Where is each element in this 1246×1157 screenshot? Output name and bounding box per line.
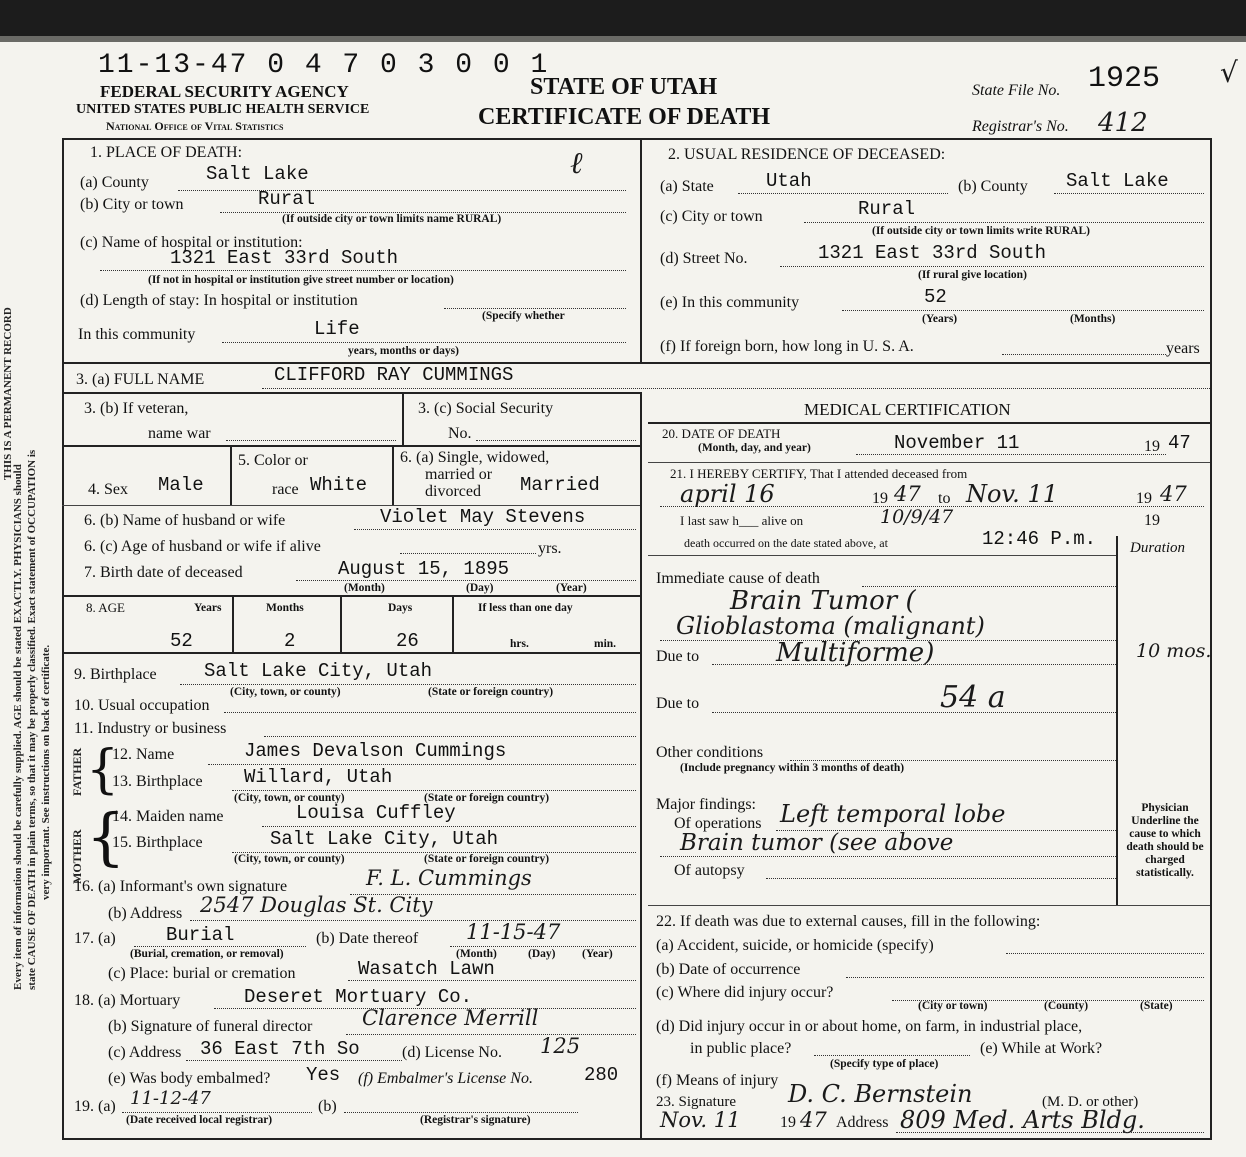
rule-age-2: [340, 595, 342, 652]
cert-label: 21. I HEREBY CERTIFY, That I attended deceased from: [670, 466, 968, 481]
father-bp: Willard, Utah: [244, 766, 393, 788]
rule-race: [392, 445, 394, 505]
file-stamp: 11-13-47 0 4 7 0 3 0 0 1: [98, 50, 550, 81]
sig-address-label: Address: [836, 1114, 889, 1131]
sig-date: Nov. 11: [660, 1108, 741, 1132]
physician-note: Physician Underline the cause to which death should be charged statistically.: [1126, 802, 1204, 879]
mother-brace: {: [86, 800, 126, 873]
sidebar-line-4: THIS IS A PERMANENT RECORD: [2, 307, 14, 480]
birthplace-value: Salt Lake City, Utah: [204, 660, 433, 682]
marital-label: 6. (a) Single, widowed,: [400, 449, 550, 466]
industry-label: 11. Industry or business: [74, 720, 227, 737]
external-state-note: (State): [1140, 1000, 1173, 1012]
father-brace: {: [86, 740, 120, 800]
burial-place-label: (c) Place: burial or cremation: [108, 965, 296, 982]
pod-check: ℓ: [570, 146, 583, 181]
age-label: 8. AGE: [86, 600, 125, 615]
res-city-line: [804, 222, 1204, 223]
pod-stay-label: (d) Length of stay: In hospital or institution: [80, 292, 358, 309]
top-edge-paper: [0, 36, 1246, 42]
res-county-line: [1054, 193, 1204, 194]
pod-hospital-label: (c) Name of hospital or institution:: [80, 234, 303, 251]
state-title: STATE OF UTAH: [530, 74, 718, 100]
father-city-note: (City, town, or county): [234, 792, 345, 804]
birth-year-note: (Year): [556, 582, 587, 594]
spouse-age-label: 6. (c) Age of husband or wife if alive: [84, 538, 321, 555]
rule-age-1: [232, 595, 234, 652]
embalmed-value: Yes: [306, 1064, 341, 1086]
race-value: White: [310, 474, 368, 496]
frame-bottom: [62, 1138, 1212, 1140]
age-months-label: Months: [266, 602, 304, 614]
res-county-label: (b) County: [958, 178, 1028, 195]
rule-under-name: [62, 392, 642, 394]
state-file-no: 1925: [1088, 62, 1161, 96]
rule-right-med: [648, 422, 1210, 424]
pod-specify-note: (Specify whether: [482, 310, 565, 322]
registrar-note: (Registrar's signature): [420, 1114, 531, 1126]
director-sig: Clarence Merrill: [362, 1006, 539, 1030]
res-community-years: 52: [924, 286, 947, 308]
rule-age-3: [452, 595, 454, 652]
pod-county-line: [178, 190, 626, 191]
father-state-note: (State or foreign country): [424, 792, 550, 804]
industry-line: [264, 736, 636, 737]
physician-sig: D. C. Bernstein: [788, 1080, 973, 1108]
last-seen-year: 19: [1144, 512, 1160, 529]
license-value: 125: [540, 1034, 581, 1058]
to-year-prefix: 19: [1136, 490, 1152, 507]
informant-sig-label: 16. (a) Informant's own signature: [74, 878, 288, 895]
burial-line: [134, 946, 306, 947]
residence-heading: 2. USUAL RESIDENCE OF DECEASED:: [668, 146, 946, 163]
birthplace-city-note: (City, town, or county): [230, 686, 341, 698]
director-line: [346, 1034, 636, 1035]
race-label: race: [272, 481, 299, 498]
pod-community-line: [222, 342, 626, 343]
father-bp-line: [232, 790, 636, 791]
res-years-note: (Years): [922, 313, 958, 325]
due2-label: Due to: [656, 695, 700, 712]
sidebar-line-3: very important. See instructions on back of certificate.: [40, 644, 52, 900]
operations-2: Brain tumor (see above: [680, 830, 954, 856]
res-community-line: [842, 310, 1204, 311]
mortuary-value: Deseret Mortuary Co.: [244, 986, 473, 1008]
pod-city-label: (b) City or town: [80, 196, 184, 213]
spouse-age-units: yrs.: [538, 540, 562, 557]
birth-line: [296, 580, 636, 581]
operations-line-2: [660, 856, 1116, 857]
external-b: (b) Date of occurrence: [656, 961, 801, 978]
md-note: (M. D. or other): [1042, 1094, 1139, 1110]
burial-month: (Month): [456, 948, 497, 960]
pod-city: Rural: [258, 188, 316, 210]
res-street-label: (d) Street No.: [660, 250, 748, 267]
father-name-label: 12. Name: [112, 746, 175, 763]
dod-year-prefix: 19: [1144, 438, 1160, 455]
mother-name-line: [262, 826, 636, 827]
due1-line: [712, 664, 1116, 665]
state-file-label: State File No.: [972, 82, 1061, 99]
external-heading: 22. If death was due to external causes, fill in the following:: [656, 913, 1041, 930]
sex-label: 4. Sex: [88, 481, 128, 498]
age-hrs: hrs.: [510, 638, 529, 650]
spouse-age-line: [400, 553, 536, 554]
registrar-b-label: (b): [318, 1098, 337, 1115]
mother-bp-label: 15. Birthplace: [112, 834, 203, 851]
res-community-label: (e) In this community: [660, 294, 800, 311]
war-line: [226, 440, 396, 441]
mother-tag: MOTHER: [70, 829, 84, 884]
burial-note: (Burial, cremation, or removal): [130, 948, 284, 960]
burial-label: 17. (a): [74, 930, 116, 947]
ss-line: [476, 440, 636, 441]
autopsy-line: [766, 878, 1116, 879]
frame-left: [62, 138, 64, 1138]
frame-center: [640, 392, 642, 1138]
external-e: (e) While at Work?: [980, 1040, 1103, 1057]
sig-address-line: [896, 1132, 1204, 1133]
dod-line: [856, 454, 1166, 455]
registrar-label: Registrar's No.: [972, 118, 1069, 135]
burial-day: (Day): [528, 948, 556, 960]
informant-address-label: (b) Address: [108, 905, 183, 922]
sex-value: Male: [158, 474, 204, 496]
mother-state-note: (State or foreign country): [424, 853, 550, 865]
pod-stay-line: [444, 308, 626, 309]
marital-label-2: married or: [425, 466, 493, 483]
pod-community-label: In this community: [78, 326, 196, 343]
office: National Office of Vital Statistics: [106, 119, 284, 133]
pod-county: Salt Lake: [206, 163, 309, 185]
birth-day-note: (Day): [466, 582, 494, 594]
age-days-label: Days: [388, 602, 413, 614]
external-a: (a) Accident, suicide, or homicide (specify): [656, 937, 934, 954]
res-state-label: (a) State: [660, 178, 714, 195]
res-foreign-line: [1002, 354, 1166, 355]
agency: FEDERAL SECURITY AGENCY: [100, 82, 349, 101]
informant-address: 2547 Douglas St. City: [200, 893, 433, 917]
marital-value: Married: [520, 474, 600, 496]
sig-address: 809 Med. Arts Bldg.: [900, 1106, 1145, 1134]
occupation-line: [224, 712, 636, 713]
occupation-label: 10. Usual occupation: [74, 697, 210, 714]
death-time: 12:46 P.m.: [982, 528, 1097, 550]
res-city-label: (c) City or town: [660, 208, 763, 225]
rule-vet: [402, 392, 404, 445]
burial-place: Wasatch Lawn: [358, 958, 495, 980]
mort-address-label: (c) Address: [108, 1044, 182, 1061]
age-less-label: If less than one day: [478, 602, 573, 614]
res-state: Utah: [766, 170, 812, 192]
operations-1: Left temporal lobe: [780, 800, 1006, 828]
war-label: name war: [148, 425, 211, 442]
from-year: 47: [894, 482, 921, 506]
veteran-label: 3. (b) If veteran,: [84, 400, 189, 417]
age-years-label: Years: [194, 602, 222, 614]
sig-year: 47: [800, 1108, 827, 1132]
other-label: Other conditions: [656, 744, 764, 761]
embalmer-value: 280: [584, 1064, 619, 1086]
registrar-no: 412: [1098, 108, 1148, 138]
pod-community: Life: [314, 318, 360, 340]
top-edge: [0, 0, 1246, 36]
res-street-note: (If rural give location): [918, 269, 1027, 281]
due2-line: [712, 712, 1116, 713]
external-b-line: [846, 977, 1204, 978]
res-county: Salt Lake: [1066, 170, 1169, 192]
external-county-note: (County): [1044, 1000, 1089, 1012]
birthplace-label: 9. Birthplace: [74, 666, 157, 683]
mortuary-label: 18. (a) Mortuary: [74, 992, 181, 1009]
res-city: Rural: [858, 198, 916, 220]
rule-sex: [230, 445, 232, 505]
color-label: 5. Color or: [238, 452, 308, 469]
attended-from: april 16: [680, 480, 775, 508]
embalmed-label: (e) Was body embalmed?: [108, 1070, 271, 1087]
duration-label: Duration: [1130, 540, 1186, 556]
to-year: 47: [1160, 482, 1187, 506]
service: UNITED STATES PUBLIC HEALTH SERVICE: [76, 102, 370, 117]
rule-left-2: [62, 595, 640, 597]
burial-value: Burial: [166, 924, 235, 946]
informant-address-line: [190, 920, 636, 921]
age-days: 26: [396, 630, 419, 652]
birth-month-note: (Month): [344, 582, 385, 594]
rule-right-cause: [648, 905, 1210, 906]
signature-label: 23. Signature: [656, 1094, 736, 1110]
father-name: James Devalson Cummings: [244, 740, 507, 762]
burial-date: 11-15-47: [466, 920, 561, 944]
mother-name-label: 14. Maiden name: [112, 808, 224, 825]
spouse-label: 6. (b) Name of husband or wife: [84, 512, 286, 529]
burial-year: (Year): [582, 948, 613, 960]
rule-left-1: [62, 445, 640, 447]
autopsy-label: Of autopsy: [674, 862, 745, 879]
attended-to: Nov. 11: [966, 480, 1058, 508]
res-street-line: [780, 266, 1204, 267]
burial-place-line: [348, 980, 636, 981]
mother-bp: Salt Lake City, Utah: [270, 828, 499, 850]
external-d: (d) Did injury occur in or about home, on farm, in industrial place,: [656, 1018, 1083, 1035]
dod-value: November 11: [894, 432, 1020, 454]
external-a-line: [1006, 953, 1204, 954]
res-foreign-units: years: [1166, 340, 1200, 357]
due1-value: Multiforme): [776, 638, 935, 668]
mother-city-note: (City, town, or county): [234, 853, 345, 865]
immediate-label: Immediate cause of death: [656, 570, 820, 587]
external-specify-note: (Specify type of place): [830, 1058, 939, 1070]
marital-label-3: divorced: [425, 483, 481, 500]
immediate-cause-1: Brain Tumor (: [730, 586, 916, 616]
rule-name: [62, 362, 1212, 364]
registrar-sig-line: [344, 1112, 578, 1113]
res-months-note: (Months): [1070, 313, 1116, 325]
immediate-cause-2: Glioblastoma (malignant): [676, 612, 985, 640]
external-f: (f) Means of injury: [656, 1072, 779, 1089]
due1-label: Due to: [656, 648, 700, 665]
duration-value: 10 mos.: [1136, 640, 1212, 662]
embalmer-label: (f) Embalmer's License No.: [358, 1070, 533, 1087]
res-state-line: [738, 193, 948, 194]
burial-date-label: (b) Date thereof: [316, 930, 419, 947]
birth-label: 7. Birth date of deceased: [84, 564, 243, 581]
rule-right-20: [648, 462, 1210, 463]
mort-address: 36 East 7th So: [200, 1038, 360, 1060]
spouse-line: [354, 529, 636, 530]
burial-date-line: [450, 946, 636, 947]
name-label: 3. (a) FULL NAME: [76, 371, 205, 388]
sig-year-prefix: 19: [780, 1114, 796, 1131]
received-note: (Date received local registrar): [126, 1114, 273, 1126]
to-label: to: [938, 490, 951, 507]
birth-value: August 15, 1895: [338, 558, 510, 580]
check-mark: √: [1220, 56, 1238, 89]
external-c: (c) Where did injury occur?: [656, 984, 834, 1001]
external-d-line: [814, 1055, 970, 1056]
mother-name: Louisa Cuffley: [296, 802, 456, 824]
pod-city-note: (If outside city or town limits name RURAL): [282, 213, 502, 225]
father-name-line: [208, 764, 636, 765]
dod-note: (Month, day, and year): [698, 442, 811, 454]
received-line: [122, 1112, 312, 1113]
medical-heading: MEDICAL CERTIFICATION: [804, 400, 1011, 419]
from-year-prefix: 19: [872, 490, 888, 507]
pod-county-label: (a) County: [80, 174, 149, 191]
received-value: 11-12-47: [130, 1088, 211, 1109]
last-seen: 10/9/47: [880, 506, 954, 528]
frame-center-top: [640, 138, 642, 362]
birthplace-state-note: (State or foreign country): [428, 686, 554, 698]
sidebar-line-2: state CAUSE OF DEATH in plain terms, so that it may be properly classified. Exact statement of OCCUPATION is: [26, 449, 38, 990]
res-street: 1321 East 33rd South: [818, 242, 1047, 264]
external-city-note: (City or town): [918, 1000, 988, 1012]
external-d2: in public place?: [690, 1040, 792, 1057]
certificate-title: CERTIFICATE OF DEATH: [478, 104, 771, 130]
last-seen-label: I last saw h___ alive on: [680, 513, 804, 528]
other-note: (Include pregnancy within 3 months of death): [680, 762, 905, 774]
rule-right-21: [648, 555, 1118, 556]
received-label: 19. (a): [74, 1098, 116, 1115]
rule-duration: [1116, 536, 1118, 906]
rule-left-3: [62, 652, 640, 654]
age-min: min.: [594, 638, 617, 650]
frame-top: [62, 138, 1212, 140]
ss-no-label: No.: [448, 425, 472, 442]
dod-label: 20. DATE OF DEATH: [662, 426, 781, 441]
due2-value: 54 a: [940, 680, 1006, 715]
pod-hospital-note: (If not in hospital or institution give street number or location): [148, 274, 454, 286]
license-label: (d) License No.: [402, 1044, 502, 1061]
age-months: 2: [284, 630, 296, 652]
full-name: CLIFFORD RAY CUMMINGS: [274, 364, 514, 386]
pod-units-note: years, months or days): [348, 345, 459, 357]
findings-label: Major findings:: [656, 796, 756, 813]
pod-hospital-line: [100, 270, 626, 271]
other-line: [790, 760, 1116, 761]
res-city-note: (If outside city or town limits write RURAL): [872, 225, 1090, 237]
age-years: 52: [170, 630, 193, 652]
ss-label: 3. (c) Social Security: [418, 400, 554, 417]
birthplace-line: [180, 684, 636, 685]
time-label: death occurred on the date stated above, at: [684, 536, 888, 550]
sidebar-line-1: Every item of information should be carefully supplied. AGE should be stated EXACTLY. PHYSICIANS should: [12, 464, 24, 990]
operations-label: Of operations: [674, 815, 762, 832]
father-bp-label: 13. Birthplace: [112, 773, 203, 790]
father-tag: FATHER: [70, 747, 84, 796]
spouse-value: Violet May Stevens: [380, 506, 586, 528]
director-label: (b) Signature of funeral director: [108, 1018, 313, 1035]
place-of-death-heading: 1. PLACE OF DEATH:: [90, 144, 243, 161]
full-name-line: [262, 388, 1210, 389]
informant-sig: F. L. Cummings: [366, 866, 532, 890]
res-foreign-label: (f) If foreign born, how long in U. S. A.: [660, 338, 914, 355]
pod-hospital: 1321 East 33rd South: [170, 247, 399, 269]
frame-right: [1210, 138, 1212, 1138]
dod-year: 47: [1168, 432, 1191, 454]
mort-address-line: [186, 1060, 402, 1061]
